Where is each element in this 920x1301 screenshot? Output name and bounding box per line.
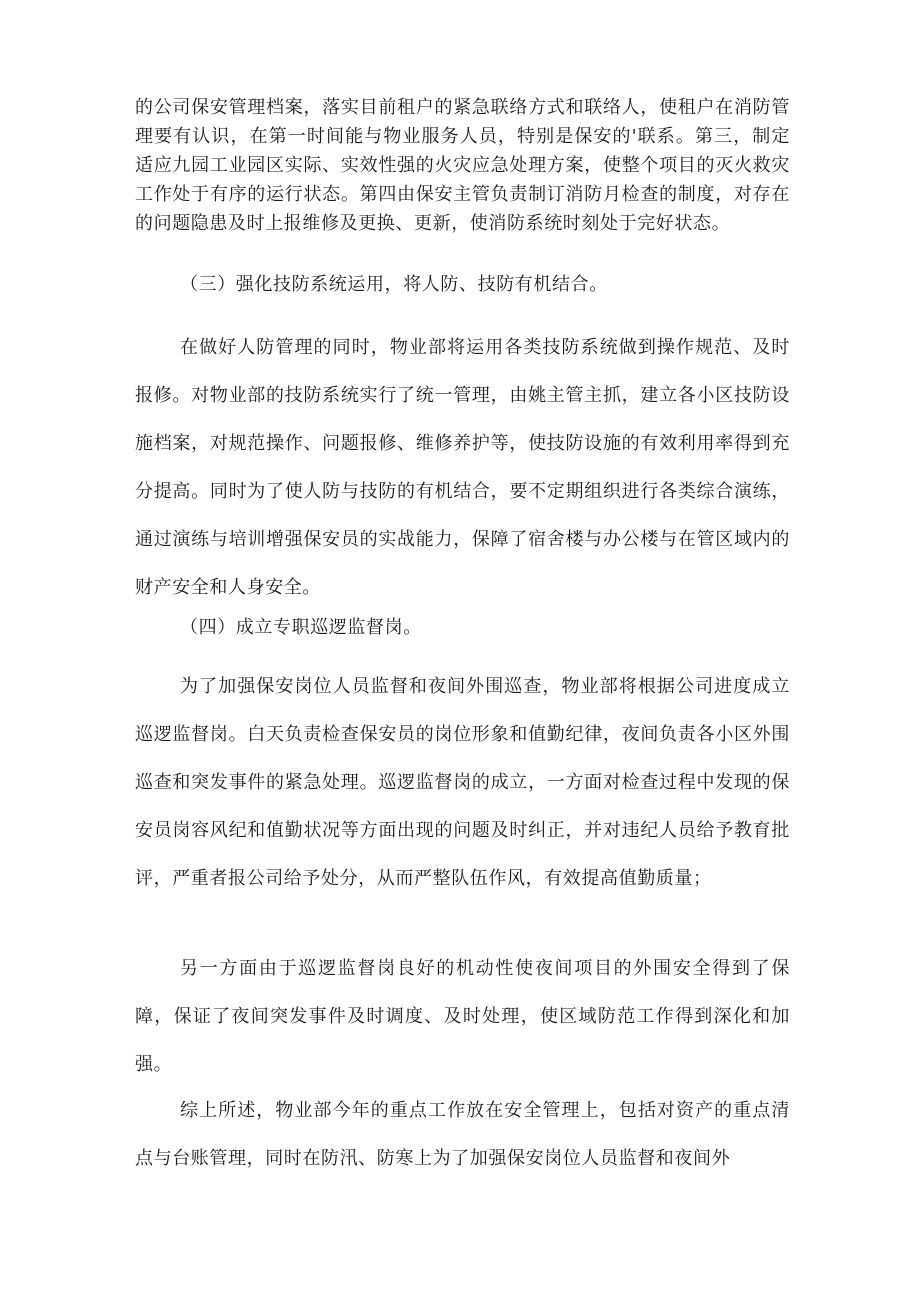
section-heading-patrol-post: （四）成立专职巡逻监督岗。	[180, 617, 422, 638]
paragraph-tech-defense: 在做好人防管理的同时，物业部将运用各类技防系统做到操作规范、及时报修。对物业部的技防系统实行了统一管理，由姚主管主抓，建立各小区技防设施档案，对规范操作、问题报修、维修养护等，使技防设施的有效利用率得到充分提高。同时为了使人防与技防的有机结合，要不定期组织进行各类综合演练，通过演练与培训增强保安员的实战能力，保障了宿舍楼与办公楼与在管区域内的财产安全和人身安全。	[135, 337, 790, 598]
paragraph-patrol-post: 为了加强保安岗位人员监督和夜间外围巡查，物业部将根据公司进度成立巡逻监督岗。白天负责检查保安员的岗位形象和值勤纪律，夜间负责各小区外围巡查和突发事件的紧急处理。巡逻监督岗的成立，一方面对检查过程中发现的保安员岗容风纪和值勤状况等方面出现的问题及时纠正，并对违纪人员给予教育批评，严重者报公司给予处分，从而严整队伍作风，有效提高值勤质量；	[135, 676, 790, 889]
paragraph-summary: 综上所述，物业部今年的重点工作放在安全管理上，包括对资产的重点清点与台账管理，同时在防汛、防寒上为了加强保安岗位人员监督和夜间外	[135, 1100, 790, 1169]
paragraph-fire-safety-continued: 的公司保安管理档案，落实目前租户的紧急联络方式和联络人，使租户在消防管理要有认识，在第一时间能与物业服务人员，特别是保安的'联系。第三，制定适应九园工业园区实际、实效性强的火灾应急处理方案，使整个项目的灭火救灾工作处于有序的运行状态。第四由保安主管负责制订消防月检查的制度，对存在的问题隐患及时上报维修及更换、更新，使消防系统时刻处于完好状态。	[135, 97, 790, 234]
section-heading-tech-defense: （三）强化技防系统运用，将人防、技防有机结合。	[180, 274, 608, 295]
paragraph-patrol-benefits: 另一方面由于巡逻监督岗良好的机动性使夜间项目的外围安全得到了保障，保证了夜间突发事件及时调度、及时处理，使区域防范工作得到深化和加强。	[135, 958, 790, 1075]
